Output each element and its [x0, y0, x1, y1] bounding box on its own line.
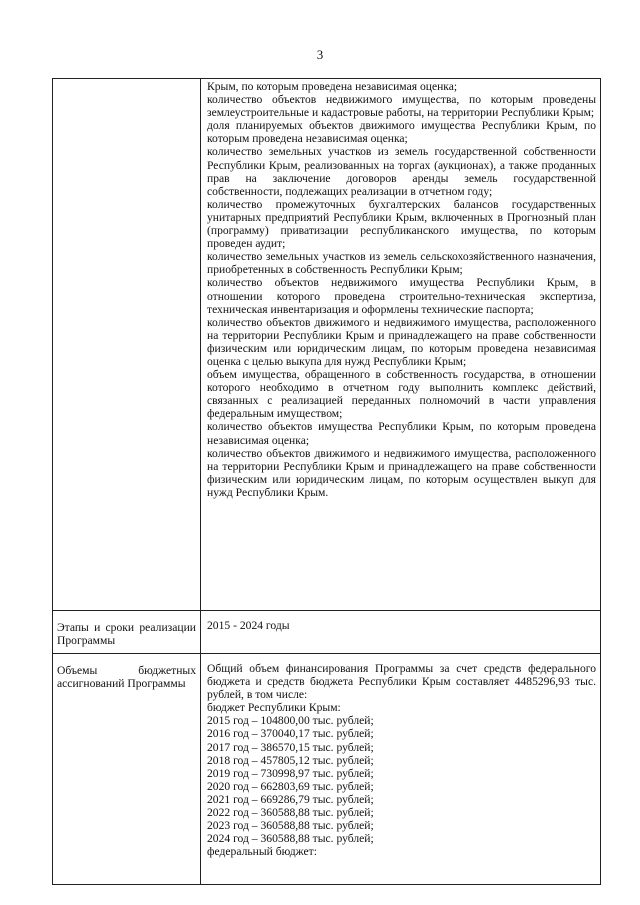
- funding-source: федеральный бюджет:: [207, 845, 317, 859]
- stages-value: 2015 - 2024 годы: [201, 611, 601, 654]
- funding-cell: [201, 654, 601, 885]
- indicator-item: количество промежуточных бухгалтерских балансов государственных унитарных предприятий Республики Крым, включенных в Прогнозный план (программу) приватизации республиканского имущества, по которым проведен аудит;: [207, 197, 596, 251]
- table-row: [53, 79, 601, 611]
- indicators-cell: [201, 79, 601, 611]
- funding-label: Объемы бюджетных ассигнований Программы: [53, 654, 201, 885]
- funding-year: 2024 год – 360588,88 тыс. рублей;: [207, 832, 374, 846]
- funding-year: 2018 год – 457805,12 тыс. рублей;: [207, 753, 374, 767]
- funding-year: 2015 год – 104800,00 тыс. рублей;: [207, 714, 374, 728]
- funding-year: 2017 год – 386570,15 тыс. рублей;: [207, 740, 374, 754]
- program-passport-table: [52, 78, 601, 885]
- table-row: [53, 654, 601, 885]
- page-number: 3: [316, 47, 324, 62]
- funding-year: 2023 год – 360588,88 тыс. рублей;: [207, 819, 374, 833]
- indicator-item: количество объектов недвижимого имущества, по которым проведены землеустроительные и кадастровые работы, на территории Республики Крым;: [207, 93, 596, 120]
- stages-label: Этапы и сроки реализации Программы: [53, 611, 201, 654]
- funding-year: 2022 год – 360588,88 тыс. рублей;: [207, 806, 374, 820]
- indicator-item: количество земельных участков из земель сельскохозяйственного назначения, приобретенных в собственность Республики Крым;: [207, 250, 596, 277]
- indicator-item: количество земельных участков из земель государственной собственности Республики Крым, реализованных на торгах (аукционах), а также проданных прав на заключение договоров аренды земель государственной собственности, подлежащих реализации в отчетном году;: [207, 145, 596, 198]
- indicator-item: количество объектов недвижимого имущества Республики Крым, в отношении которого проведена строительно-техническая экспертиза, техническая инвентаризация и оформлены технические паспорта;: [207, 276, 596, 316]
- funding-source: бюджет Республики Крым:: [207, 701, 341, 715]
- funding-year: 2019 год – 730998,97 тыс. рублей;: [207, 766, 374, 780]
- indicator-item: доля планируемых объектов движимого имущества Республики Крым, по которым проведена независимая оценка;: [207, 119, 596, 146]
- funding-total: Общий объем финансирования Программы за счет средств федерального бюджета и средств бюджета Республики Крым составляет 4485296,93 тыс. рублей, в том числе:: [207, 662, 596, 702]
- indicator-item: Крым, по которым проведена независимая оценка;: [207, 80, 458, 93]
- indicator-item: объем имущества, обращенного в собственность государства, в отношении которого необходимо в отчетном году выполнить комплекс действий, связанных с реализацией переданных полномочий в части управления федеральным имуществом;: [207, 368, 596, 421]
- indicator-item: количество объектов движимого и недвижимого имущества, расположенного на территории Республики Крым и принадлежащего на праве собственности физическим или юридическим лицам, по которым проведена независимая оценка с целью выкупа для нужд Республики Крым;: [207, 315, 596, 368]
- funding-year: 2020 год – 662803,69 тыс. рублей;: [207, 779, 374, 793]
- indicator-item: количество объектов имущества Республики Крым, по которым проведена независимая оценка;: [207, 420, 596, 447]
- indicator-item: количество объектов движимого и недвижимого имущества, расположенного на территории Республики Крым и принадлежащего на праве собственности физическим или юридическим лицам, по которым осуществлен выкуп для нужд Республики Крым.: [207, 446, 596, 499]
- row-label-empty: [53, 79, 201, 611]
- funding-year: 2021 год – 669286,79 тыс. рублей;: [207, 792, 374, 806]
- table-row: [53, 611, 601, 654]
- funding-year: 2016 год – 370040,17 тыс. рублей;: [207, 727, 374, 741]
